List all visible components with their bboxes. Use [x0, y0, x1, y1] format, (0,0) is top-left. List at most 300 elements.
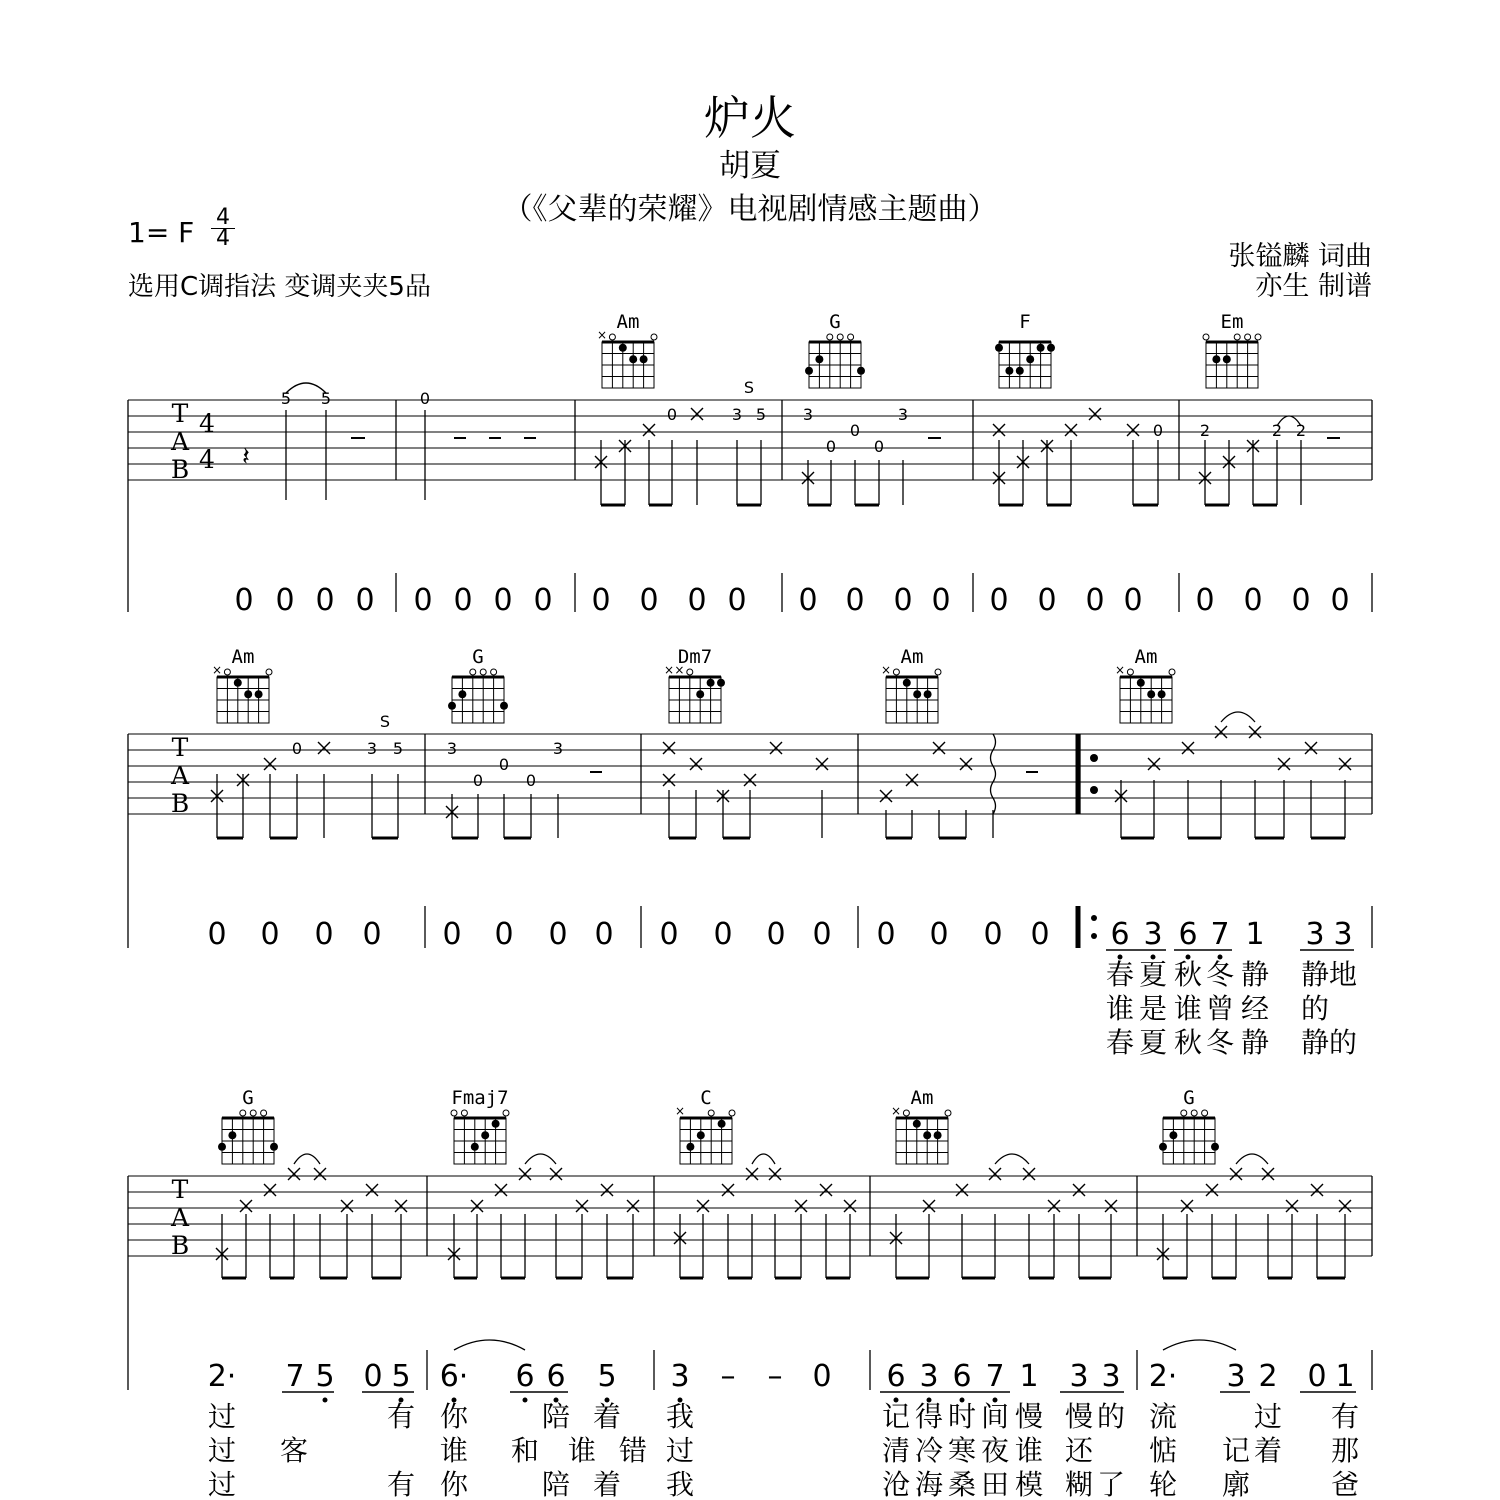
tab-x-note — [576, 1200, 588, 1212]
jianpu-note: 0 — [548, 917, 568, 952]
tab-letter-a: A — [170, 761, 190, 790]
jianpu-note: 0 — [314, 917, 334, 952]
artist-name: 胡夏 — [719, 148, 781, 184]
lyric-char: 谁 — [439, 1434, 469, 1467]
chord-name: Em — [1220, 311, 1244, 333]
tab-x-note — [1305, 742, 1317, 754]
chord-name: G — [472, 646, 484, 668]
segno-symbol: S — [379, 712, 391, 731]
jianpu-note: 0 — [876, 917, 896, 952]
chord-finger-dot — [686, 1143, 694, 1151]
lyric-char: 和 — [510, 1434, 540, 1467]
tab-x-note — [770, 742, 782, 754]
chord-finger-dot — [234, 679, 242, 687]
tab-x-note — [923, 1200, 935, 1212]
chord-name: Dm7 — [677, 646, 713, 668]
chord-mute-mark: × — [663, 663, 675, 677]
tab-x-note — [769, 1168, 781, 1180]
lyric-char: 过 — [207, 1434, 237, 1467]
chord-mute-mark: × — [880, 663, 892, 677]
tab-x-note — [1339, 1200, 1351, 1212]
chord-diagram — [1115, 663, 1175, 723]
jianpu-note: 0 — [929, 917, 949, 952]
capo-note: 选用C调指法 变调夹夹5品 — [128, 272, 431, 302]
tab-x-note — [1206, 1184, 1218, 1196]
lyric-char: 流 — [1148, 1400, 1178, 1433]
chord-diagram — [448, 669, 508, 723]
chord-finger-dot — [718, 1120, 726, 1128]
lyric-char: 着 — [1253, 1434, 1283, 1467]
tab-x-note — [240, 1200, 252, 1212]
jianpu-note: 0 — [260, 917, 280, 952]
lyric-char: 陪 — [541, 1400, 571, 1433]
jianpu-note: 6 — [515, 1359, 535, 1394]
tab-fret-number: 3 — [897, 405, 909, 424]
lyric-char: 静 — [1240, 958, 1270, 991]
tie-arc — [525, 1154, 556, 1164]
jianpu-note: 0 — [893, 583, 913, 618]
arpeggio-wave — [991, 734, 996, 814]
jianpu-note: 0 — [494, 917, 514, 952]
lyric-char: 秋 — [1173, 1026, 1203, 1059]
credit-lyrics-music: 张镒麟 词曲 — [1228, 241, 1372, 272]
chord-diagram — [881, 663, 941, 723]
jianpu-note: 0 — [1291, 583, 1311, 618]
lyric-char: 谁 — [1014, 1434, 1044, 1467]
tab-x-note — [1262, 1168, 1274, 1180]
tab-x-note — [1073, 1184, 1085, 1196]
tab-fret-number: 5 — [280, 389, 292, 408]
tab-fret-number: 2 — [1199, 421, 1211, 440]
jianpu-note: 0 — [845, 583, 865, 618]
tab-x-note — [663, 742, 675, 754]
jianpu-note: 0 — [812, 1359, 832, 1394]
song-subtitle: （《父辈的荣耀》电视剧情感主题曲） — [502, 192, 998, 227]
chord-finger-dot — [1137, 679, 1145, 687]
tab-x-note — [880, 790, 892, 802]
lyric-char: 了 — [1096, 1468, 1126, 1500]
jianpu-note: 0 — [766, 917, 786, 952]
chord-finger-dot — [924, 690, 932, 698]
chord-finger-dot — [717, 679, 725, 687]
jianpu-note: 0 — [493, 583, 513, 618]
tab-x-note — [956, 1184, 968, 1196]
lyric-char: 错 — [618, 1434, 648, 1467]
chord-diagram — [1159, 1110, 1219, 1164]
lyric-char: 爸 — [1330, 1468, 1360, 1500]
chord-mute-mark: × — [674, 1104, 686, 1118]
lyric-char: 你 — [439, 1468, 469, 1500]
tab-letter-b: B — [170, 789, 190, 818]
jianpu-note: 3 — [670, 1359, 690, 1394]
chord-finger-dot — [1047, 344, 1055, 352]
chord-open-mark — [261, 1110, 267, 1116]
chord-name: G — [242, 1087, 254, 1109]
chord-open-mark — [503, 1110, 509, 1116]
chord-open-mark — [1203, 334, 1209, 340]
chord-diagram — [212, 663, 272, 723]
tab-x-note — [1249, 726, 1261, 738]
tab-x-note — [1339, 758, 1351, 770]
lyric-char: 过 — [1253, 1400, 1283, 1433]
jianpu-note: 0 — [355, 583, 375, 618]
lyric-char: 静 — [1240, 1026, 1270, 1059]
repeat-dot — [1091, 933, 1097, 939]
chord-open-mark — [609, 334, 615, 340]
jianpu-note: 6 — [1110, 917, 1130, 952]
tab-x-note — [697, 1200, 709, 1212]
jianpu-note: 7 — [285, 1359, 305, 1394]
tab-letter-t: T — [171, 1175, 189, 1204]
jianpu-note: 7 — [1210, 917, 1230, 952]
lyric-char: 有 — [386, 1468, 416, 1500]
chord-open-mark — [461, 1110, 467, 1116]
chord-finger-dot — [697, 1131, 705, 1139]
chord-mute-mark: × — [674, 663, 685, 677]
chord-open-mark — [903, 1110, 909, 1116]
lyric-char: 陪 — [541, 1468, 571, 1500]
lyric-char: 那 — [1330, 1434, 1360, 1467]
tab-fret-number: 2 — [1271, 421, 1283, 440]
lyric-char: 过 — [665, 1434, 695, 1467]
chord-open-mark — [240, 1110, 246, 1116]
lyric-char: 间 — [980, 1400, 1010, 1433]
chord-open-mark — [1191, 1110, 1197, 1116]
tab-x-note — [989, 1168, 1001, 1180]
tab-x-note — [1023, 1168, 1035, 1180]
tab-x-note — [663, 774, 675, 786]
lyric-char: 慢 — [1064, 1400, 1094, 1433]
jianpu-note: 0 — [207, 917, 227, 952]
jianpu-note: 6 — [1178, 917, 1198, 952]
chord-open-mark — [224, 669, 230, 675]
jianpu-note: 1 — [1245, 917, 1265, 952]
tab-x-note — [744, 774, 756, 786]
jianpu-note: 0 — [275, 583, 295, 618]
jianpu-note: 0 — [1330, 583, 1350, 618]
tab-fret-number: 0 — [472, 771, 484, 790]
repeat-dot — [1091, 915, 1097, 921]
jianpu-note: 0 — [363, 1359, 383, 1394]
chord-finger-dot — [995, 344, 1003, 352]
tab-x-note — [1278, 758, 1290, 770]
tab-fret-number: 3 — [802, 405, 814, 424]
chord-open-mark — [1181, 1110, 1187, 1116]
chord-name: Fmaj7 — [451, 1087, 509, 1109]
chord-mute-mark: × — [596, 328, 608, 342]
chord-mute-mark: × — [890, 1104, 902, 1118]
tab-x-note — [601, 1184, 613, 1196]
tab-x-note — [993, 424, 1005, 436]
jianpu-note: 1 — [1019, 1359, 1039, 1394]
tab-x-note — [366, 1184, 378, 1196]
lyric-char: 夏 — [1138, 958, 1168, 991]
tab-x-note — [318, 742, 330, 754]
jianpu-note: 0 — [727, 583, 747, 618]
lyric-char: 夜 — [980, 1434, 1010, 1467]
chord-open-mark — [945, 1110, 951, 1116]
lyric-char: 糊 — [1064, 1468, 1094, 1500]
tab-x-note — [844, 1200, 856, 1212]
jianpu-note: 0 — [812, 917, 832, 952]
chord-finger-dot — [903, 679, 911, 687]
jianpu-note: 0 — [1243, 583, 1263, 618]
jianpu-note: 2 — [1258, 1359, 1278, 1394]
rest-symbol: 𝄽 — [242, 442, 250, 471]
lyric-char: 有 — [386, 1400, 416, 1433]
chord-finger-dot — [1005, 367, 1013, 375]
chord-diagram — [218, 1110, 278, 1164]
tab-x-note — [1089, 408, 1101, 420]
jianpu-note: 3 — [1069, 1359, 1089, 1394]
lyric-char: 秋 — [1173, 958, 1203, 991]
jianpu-note: – — [767, 1359, 783, 1394]
jianpu-note: 0 — [1030, 917, 1050, 952]
tab-fret-number: 3 — [731, 405, 743, 424]
jianpu-note: 0 — [798, 583, 818, 618]
lyric-char: 时 — [947, 1400, 977, 1433]
chord-mute-mark: × — [211, 663, 223, 677]
tab-fret-number: 3 — [552, 739, 564, 758]
lyric-char: 轮 — [1148, 1468, 1178, 1500]
chord-open-mark — [848, 334, 854, 340]
chord-finger-dot — [492, 1120, 500, 1128]
chord-name: Am — [1134, 646, 1158, 668]
chord-finger-dot — [934, 1131, 942, 1139]
chord-open-mark — [250, 1110, 256, 1116]
credit-transcriber: 亦生 制谱 — [1255, 271, 1372, 302]
chord-finger-dot — [1223, 355, 1231, 363]
tab-x-note — [264, 1184, 276, 1196]
tab-x-note — [519, 1168, 531, 1180]
jianpu-note: 0 — [413, 583, 433, 618]
lyric-char: 着 — [592, 1468, 622, 1500]
chord-finger-dot — [640, 355, 648, 363]
time-sig-top: 4 — [211, 208, 235, 229]
lyric-char: 谁 — [567, 1434, 597, 1467]
chord-open-mark — [893, 669, 899, 675]
tab-fret-number: 0 — [1152, 421, 1164, 440]
jianpu-note: 3 — [1305, 917, 1325, 952]
tab-x-note — [395, 1200, 407, 1212]
chord-open-mark — [687, 669, 693, 675]
jianpu-note: 0 — [1123, 583, 1143, 618]
jianpu-note: 0 — [931, 583, 951, 618]
tab-x-note — [1048, 1200, 1060, 1212]
chord-finger-dot — [923, 1131, 931, 1139]
chord-finger-dot — [805, 367, 813, 375]
jianpu-note: 5 — [391, 1359, 411, 1394]
chord-finger-dot — [1026, 355, 1034, 363]
lyric-char: 过 — [207, 1468, 237, 1500]
lyric-char: 还 — [1064, 1434, 1094, 1467]
chord-finger-dot — [707, 679, 715, 687]
tab-fret-number: 5 — [320, 389, 332, 408]
chord-open-mark — [470, 669, 476, 675]
jianpu-note: 3 — [1101, 1359, 1121, 1394]
lyric-char: 是 — [1138, 992, 1168, 1025]
tab-fret-number: 5 — [392, 739, 404, 758]
lyric-char: 过 — [207, 1400, 237, 1433]
jianpu-note: 6· — [439, 1359, 469, 1394]
lyric-char: 桑 — [947, 1468, 977, 1500]
tie-arc — [1221, 712, 1255, 722]
jianpu-note: 0 — [591, 583, 611, 618]
lyric-char: 沧 — [881, 1468, 911, 1500]
chord-open-mark — [935, 669, 941, 675]
chord-open-mark — [827, 334, 833, 340]
tab-letter-a: A — [170, 427, 190, 456]
jianpu-note: 3 — [919, 1359, 939, 1394]
tab-x-note — [746, 1168, 758, 1180]
chord-finger-dot — [1158, 690, 1166, 698]
tie-arc — [1236, 1154, 1268, 1164]
chord-open-mark — [729, 1110, 735, 1116]
tab-fret-number: 0 — [873, 437, 885, 456]
repeat-dot — [1090, 754, 1098, 762]
jianpu-note: 2· — [207, 1359, 237, 1394]
tab-fret-number: 0 — [825, 437, 837, 456]
tab-x-note — [1215, 726, 1227, 738]
tab-fret-number: 0 — [419, 389, 431, 408]
chord-name: G — [1183, 1087, 1195, 1109]
jianpu-note: 6 — [886, 1359, 906, 1394]
tab-fret-number: 0 — [291, 739, 303, 758]
tab-x-note — [1127, 424, 1139, 436]
jianpu-note: 0 — [453, 583, 473, 618]
chord-name: Am — [616, 311, 640, 333]
tab-x-note — [495, 1184, 507, 1196]
chord-open-mark — [491, 669, 497, 675]
lyric-char: 我 — [665, 1468, 695, 1500]
jianpu-note: 0 — [639, 583, 659, 618]
jianpu-note: – — [720, 1359, 736, 1394]
tab-x-note — [1181, 1200, 1193, 1212]
tab-letter-b: B — [170, 455, 190, 484]
lyric-char: 惦 — [1148, 1434, 1178, 1467]
tab-x-note — [795, 1200, 807, 1212]
lyric-char: 冬 — [1205, 1026, 1235, 1059]
tab-x-note — [820, 1184, 832, 1196]
chord-finger-dot — [228, 1131, 236, 1139]
chord-finger-dot — [500, 702, 508, 710]
chord-finger-dot — [696, 690, 704, 698]
tab-x-note — [722, 1184, 734, 1196]
chord-open-mark — [1245, 334, 1251, 340]
jianpu-note: 6 — [546, 1359, 566, 1394]
lyric-char: 得 — [914, 1400, 944, 1433]
chord-name: C — [700, 1087, 712, 1109]
chord-finger-dot — [1037, 344, 1045, 352]
lyric-char: 的 — [1096, 1400, 1126, 1433]
jianpu-note: 0 — [687, 583, 707, 618]
chord-open-mark — [1234, 334, 1240, 340]
chord-open-mark — [1202, 1110, 1208, 1116]
chord-open-mark — [837, 334, 843, 340]
lyric-char: 谁 — [1173, 992, 1203, 1025]
tab-x-note — [471, 1200, 483, 1212]
lyric-char: 谁 — [1105, 992, 1135, 1025]
jianpu-low-dot — [523, 1398, 528, 1403]
chord-finger-dot — [1147, 690, 1155, 698]
tab-fret-number: 5 — [755, 405, 767, 424]
chord-open-mark — [1169, 669, 1175, 675]
chord-finger-dot — [913, 690, 921, 698]
tab-x-note — [816, 758, 828, 770]
chord-finger-dot — [1016, 367, 1024, 375]
time-sig-bottom: 4 — [216, 226, 230, 251]
tab-x-note — [960, 758, 972, 770]
tab-x-note — [341, 1200, 353, 1212]
jianpu-note: 2· — [1148, 1359, 1178, 1394]
chord-name: Am — [231, 646, 255, 668]
jianpu-note: 0 — [442, 917, 462, 952]
lyric-char: 静 — [1300, 958, 1330, 991]
chord-finger-dot — [255, 690, 263, 698]
tab-x-note — [906, 774, 918, 786]
chord-finger-dot — [1212, 355, 1220, 363]
tab-x-note — [314, 1168, 326, 1180]
tab-x-note — [1230, 1168, 1242, 1180]
lyric-char: 你 — [439, 1400, 469, 1433]
chord-diagram — [597, 328, 657, 388]
tab-x-note — [1286, 1200, 1298, 1212]
tie-arc — [995, 1154, 1029, 1164]
tab-fret-number: 3 — [446, 739, 458, 758]
lyric-char: 静 — [1300, 1026, 1330, 1059]
chord-finger-dot — [815, 355, 823, 363]
lyric-char: 有 — [1330, 1400, 1360, 1433]
tab-x-note — [933, 742, 945, 754]
lyric-char: 我 — [665, 1400, 695, 1433]
tie-arc — [752, 1154, 775, 1164]
lyric-char: 夏 — [1138, 1026, 1168, 1059]
chord-finger-dot — [1211, 1143, 1219, 1151]
jianpu-note: 0 — [659, 917, 679, 952]
tab-x-note — [643, 424, 655, 436]
chord-finger-dot — [629, 355, 637, 363]
key-signature: 1= F — [128, 216, 195, 249]
jianpu-note: 3 — [1143, 917, 1163, 952]
lyric-char: 曾 — [1205, 992, 1235, 1025]
lyric-char: 廓 — [1221, 1468, 1251, 1500]
chord-diagram — [805, 334, 865, 388]
lyric-char: 冬 — [1205, 958, 1235, 991]
chord-open-mark — [266, 669, 272, 675]
chord-mute-mark: × — [1114, 663, 1126, 677]
chord-name: F — [1019, 311, 1031, 333]
chord-name: Am — [910, 1087, 934, 1109]
chord-diagram — [451, 1110, 509, 1164]
tab-x-note — [264, 758, 276, 770]
tab-letter-t: T — [171, 733, 189, 762]
tab-x-note — [1148, 758, 1160, 770]
lyric-char: 记 — [1221, 1434, 1251, 1467]
chord-finger-dot — [270, 1143, 278, 1151]
chord-finger-dot — [913, 1120, 921, 1128]
jianpu-note: 0 — [1195, 583, 1215, 618]
tab-x-note — [627, 1200, 639, 1212]
chord-finger-dot — [458, 690, 466, 698]
tab-fret-number: 0 — [666, 405, 678, 424]
jianpu-note: 6 — [952, 1359, 972, 1394]
jianpu-note: 5 — [597, 1359, 617, 1394]
chord-diagram — [995, 342, 1055, 388]
chord-finger-dot — [1159, 1143, 1167, 1151]
tab-fret-number: 0 — [525, 771, 537, 790]
chord-finger-dot — [448, 702, 456, 710]
jianpu-note: 0 — [1037, 583, 1057, 618]
